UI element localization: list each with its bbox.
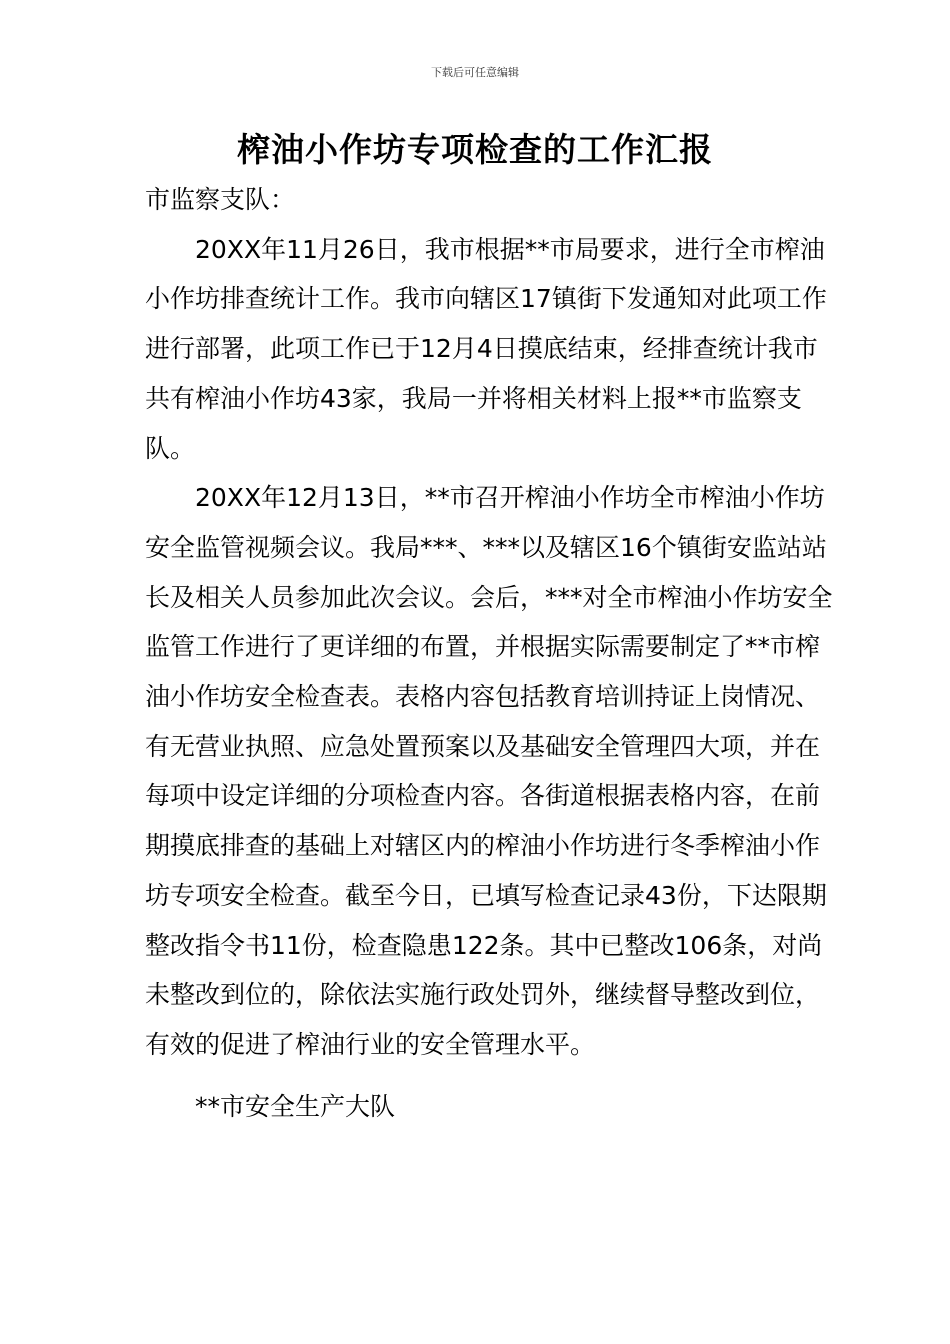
header-note: 下载后可任意编辑 (431, 66, 519, 79)
document-title: 榨油小作坊专项检查的工作汇报 (237, 130, 713, 169)
document-body (145, 175, 835, 1119)
paragraph-2: 20XX年12月13日，**市召开榨油小作坊全市榨油小作坊安全监管视频会议。我局***、***以及辖区16个镇街安监站站长及相关人员参加此次会议。会后，***对全市榨油小作坊安全监管工作进行了更详细的布置，并根据实际需要制定了**市榨油小作坊安全检查表。表格内容包括教育培训持证上岗情况、有无营业执照、应急处置预案以及基础安全管理四大项，并在每项中设定详细的分项检查内容。各街道根据表格内容，在前期摸底排查的基础上对辖区内的榨油小作坊进行冬季榨油小作坊专项安全检查。截至今日，已填写检查记录43份，下达限期整改指令书11份，检查隐患122条。其中已整改106条，对尚未整改到位的，除依法实施行政处罚外，继续督导整改到位，有效的促进了榨油行业的安全管理水平。 (145, 483, 833, 1059)
salutation: 市监察支队： (145, 185, 296, 214)
paragraph-1: 20XX年11月26日，我市根据**市局要求，进行全市榨油小作坊排查统计工作。我市向辖区17镇街下发通知对此项工作进行部署，此项工作已于12月4日摸底结束，经排查统计我市共有榨油小作坊43家，我局一并将相关材料上报**市监察支队。 (145, 234, 827, 463)
signature: **市安全生产大队 (195, 1091, 396, 1121)
